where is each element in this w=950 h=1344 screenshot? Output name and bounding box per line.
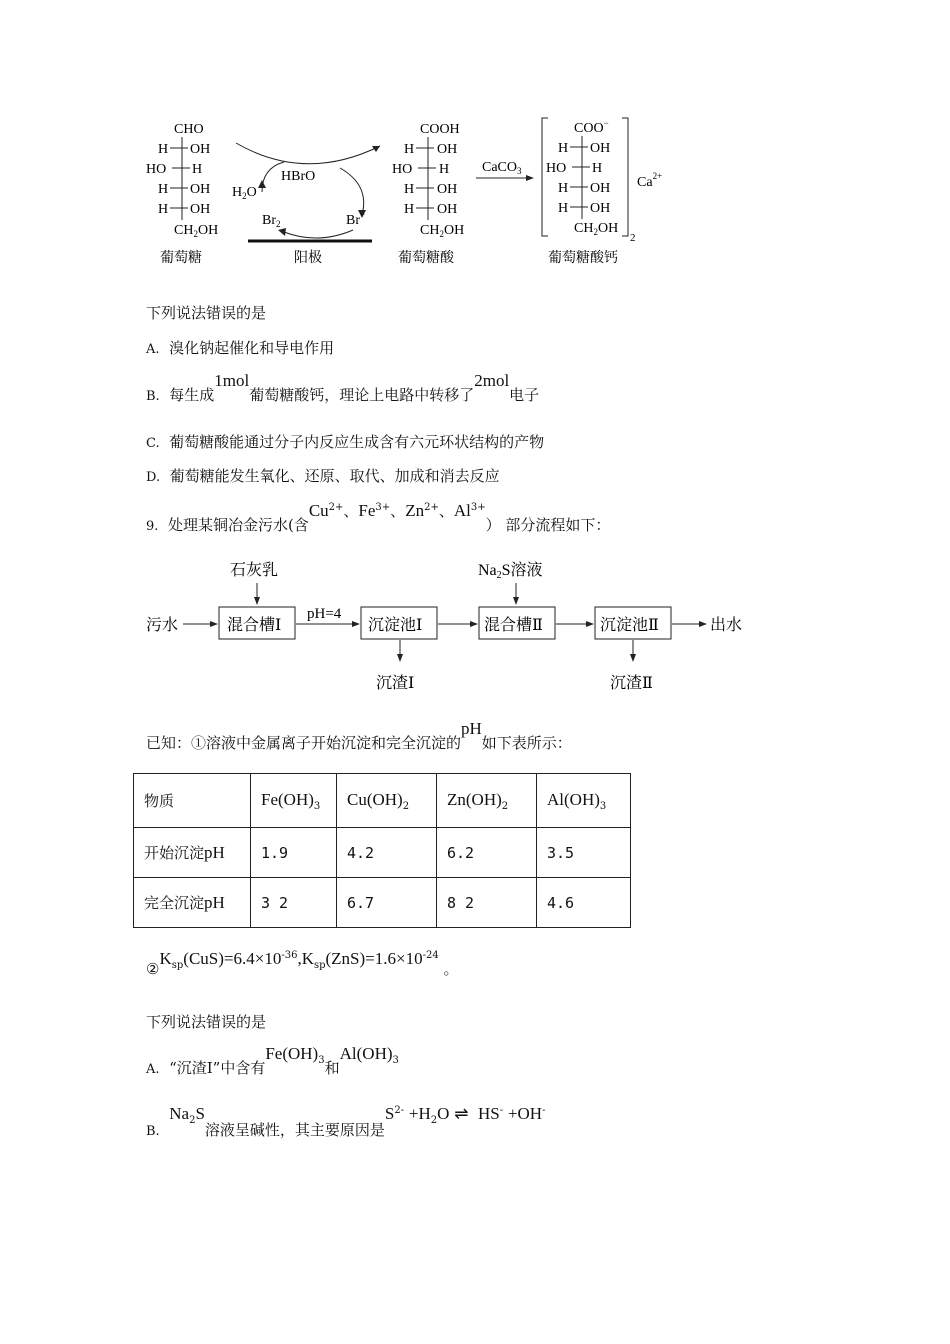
svg-text:2: 2 (630, 232, 636, 244)
svg-text:COOH: COOH (420, 122, 460, 137)
q9-known-2: $②K_{sp}(CuS)=6.4\times 10^{-36},K_{sp}(ZnS)=1.6\times 10^{-24}$ 。 (146, 949, 459, 978)
svg-text:H: H (158, 182, 169, 197)
gluconic-acid-structure (392, 122, 464, 266)
br-minus-label: Br− (346, 209, 366, 228)
process-flow-diagram (140, 555, 760, 695)
flow-additive-1: 石灰乳 (230, 562, 279, 579)
svg-text:H: H (558, 181, 569, 196)
svg-text:混合槽Ⅰ: 混合槽Ⅰ (227, 617, 282, 634)
svg-text:混合槽Ⅱ: 混合槽Ⅱ (484, 617, 543, 634)
flow-output: 出水 (710, 617, 743, 634)
svg-text:OH: OH (590, 141, 611, 156)
reaction-scheme (0, 110, 700, 270)
svg-text:HO: HO (546, 161, 567, 176)
q8-stem: 下列说法错误的是 (146, 304, 267, 322)
table-header-al: $Al(OH)_3$ (537, 774, 631, 828)
svg-text:CaCO3: CaCO$_3$ (482, 160, 522, 176)
table-header-substance: 物质 (134, 774, 251, 828)
hbro-label: HBrO (281, 169, 316, 184)
glucose-top: CHO (174, 122, 204, 137)
svg-text:OH: OH (437, 182, 458, 197)
svg-text:HO: HO (392, 162, 413, 177)
svg-text:H: H (558, 201, 569, 216)
q9-stem-2: 下列说法错误的是 (146, 1013, 267, 1031)
q9-known-1: 已知：①溶液中金属离子开始沉淀和完全沉淀的pH如下表所示： (146, 719, 572, 752)
svg-text:CH2OH: $CH_2OH$ (574, 221, 619, 237)
svg-text:H: H (158, 142, 169, 157)
table-row: 开始沉淀pH 1.9 4.2 6.2 3.5 (134, 828, 631, 878)
precipitation-ph-table (133, 773, 631, 928)
svg-text:OH: OH (190, 202, 211, 217)
q8-option-d: D. 葡萄糖能发生氧化、还原、取代、加成和消去反应 (146, 467, 500, 485)
svg-text:H: H (404, 202, 415, 217)
svg-text:OH: OH (190, 142, 211, 157)
svg-text:H: H (558, 141, 569, 156)
table-header-cu: $Cu(OH)_2$ (337, 774, 437, 828)
svg-text:H: H (592, 161, 603, 176)
gluconic-caption: 葡萄糖酸 (398, 251, 454, 266)
svg-text:OH: OH (190, 182, 211, 197)
svg-text:OH: OH (437, 202, 458, 217)
table-header-zn: $Zn(OH)_2$ (437, 774, 537, 828)
q8-option-c: C. 葡萄糖酸能通过分子内反应生成含有六元环状结构的产物 (146, 433, 545, 451)
table-header-fe: $Fe(OH)_3$ (251, 774, 337, 828)
svg-text:H: H (404, 142, 415, 157)
flow-ph-label: pH=4 (307, 606, 342, 622)
electrode-cycle (232, 143, 380, 266)
svg-text:H: H (439, 162, 450, 177)
calcium-gluconate-caption: 葡萄糖酸钙 (548, 251, 618, 266)
flow-additive-2: Na2S溶液 (478, 562, 543, 581)
caco3-arrow (476, 160, 534, 181)
svg-text:H2O: $H_2O$ (232, 185, 257, 201)
svg-text:HO: HO (146, 162, 167, 177)
anode-caption: 阳极 (294, 251, 322, 266)
svg-text:COO−: COO− (574, 118, 609, 136)
flow-residue-1: 沉渣Ⅰ (376, 675, 415, 692)
svg-text:CH2OH: $CH_2OH$ (174, 223, 219, 239)
svg-text:沉淀池Ⅰ: 沉淀池Ⅰ (368, 617, 423, 634)
br2-label: $Br_2$ (262, 213, 281, 229)
flow-residue-2: 沉渣Ⅱ (610, 675, 653, 692)
svg-text:H: H (192, 162, 203, 177)
q8-option-a: A. 溴化钠起催化和导电作用 (146, 339, 335, 357)
svg-text:H: H (404, 182, 415, 197)
svg-text:H: H (158, 202, 169, 217)
flow-input: 污水 (146, 617, 179, 634)
svg-text:CH2OH: $CH_2OH$ (420, 223, 465, 239)
q9-option-b: B. $Na_2S$溶液呈碱性，其主要原因是$S^{2-} +H_2O$ ⇌ HS- +OH- (146, 1104, 546, 1139)
svg-text:OH: OH (590, 201, 611, 216)
table-row-label: 开始沉淀pH (134, 828, 251, 878)
glucose-structure (146, 122, 218, 266)
q9-stem: 9. 处理某铜冶金污水(含$Cu^{2+}$、$Fe^{3+}$、$Zn^{2+}$、$Al^{3+}$） 部分流程如下： (146, 501, 611, 534)
svg-text:沉淀池Ⅱ: 沉淀池Ⅱ (600, 617, 659, 634)
glucose-caption: 葡萄糖 (160, 251, 202, 266)
table-row-label: 完全沉淀pH (134, 878, 251, 928)
svg-text:OH: OH (437, 142, 458, 157)
q8-option-b: B. 每生成1mol葡萄糖酸钙，理论上电路中转移了2mol电子 (146, 371, 540, 404)
calcium-gluconate-structure (542, 118, 662, 266)
svg-text:OH: OH (590, 181, 611, 196)
q9-option-a: A. “沉渣Ⅰ”中含有$Fe(OH)_3$和$Al(OH)_3$ (146, 1044, 399, 1077)
table-row: 完全沉淀pH 3 2 6.7 8 2 4.6 (134, 878, 631, 928)
svg-text:Ca2+: $Ca^{2+}$ (637, 171, 663, 190)
